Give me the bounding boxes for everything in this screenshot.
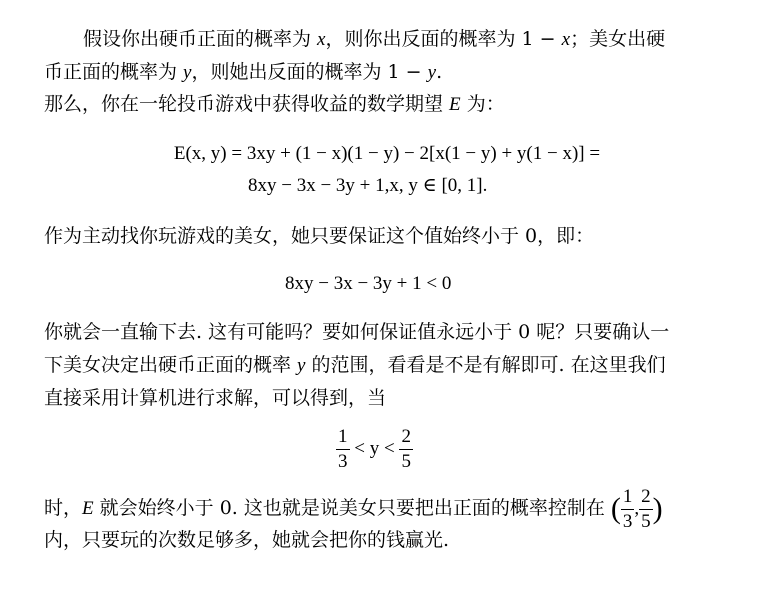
- variable-y: y: [297, 355, 306, 376]
- text-span: 的范围，看看是不是有解即可. 在这里我们: [305, 354, 666, 376]
- equation-expectation-line-2: [248, 174, 487, 198]
- text-span: ，则她出反面的概率为 1 −: [191, 61, 428, 83]
- numerator: 2: [639, 487, 653, 510]
- paragraph-5-line-1: [44, 484, 663, 533]
- text-span: 就会始终小于 0. 这也就是说美女只要把出正面的概率控制在: [93, 497, 611, 519]
- text-span: 下美女决定出硬币正面的概率: [44, 354, 298, 376]
- fraction-two-fifths: [399, 427, 413, 472]
- equation-expectation-line-1: [0, 142, 774, 166]
- equation-inequality: [285, 272, 451, 296]
- numerator: 1: [336, 427, 350, 450]
- paragraph-1-line-2: [44, 60, 442, 85]
- denominator: 3: [622, 510, 633, 532]
- denominator: 5: [641, 510, 651, 532]
- text-span: 为：: [460, 93, 505, 115]
- variable-y: y: [427, 62, 437, 83]
- variable-x: x: [317, 29, 326, 50]
- inequality-text: < y <: [349, 438, 400, 459]
- fraction-one-third: [336, 427, 350, 472]
- left-paren: (: [610, 492, 621, 525]
- text-span: 直接采用计算机进行求解，可以得到，当: [44, 387, 387, 409]
- paragraph-4-line-2: [44, 353, 666, 378]
- text-span: 内，只要玩的次数足够多，她就会把你的钱赢光.: [44, 529, 450, 551]
- paragraph-3: [44, 224, 594, 248]
- variable-E: E: [449, 94, 461, 115]
- paragraph-4-line-1: [44, 320, 669, 344]
- text-span: 币正面的概率为: [44, 61, 184, 83]
- text-span: .: [436, 61, 443, 83]
- text-span: 时，: [44, 497, 83, 519]
- variable-x: x: [561, 29, 571, 50]
- variable-E: E: [82, 498, 94, 519]
- denominator: 5: [401, 450, 411, 472]
- comma: ,: [634, 498, 640, 519]
- denominator: 3: [338, 450, 348, 472]
- equation-text: 8xy − 3x − 3y + 1 < 0: [285, 273, 452, 294]
- paragraph-5-line-2: [44, 528, 449, 552]
- equation-range: [336, 424, 413, 473]
- text-span: 作为主动找你玩游戏的美女，她只要保证这个值始终小于 0，即：: [44, 225, 595, 247]
- paragraph-1-line-1: [83, 27, 665, 52]
- equation-text: 8xy − 3x − 3y + 1,x, y ∈ [0, 1].: [248, 175, 488, 196]
- paragraph-2: [44, 92, 505, 117]
- text-span: ，则你出反面的概率为 1 −: [325, 28, 562, 50]
- text-span: 假设你出硬币正面的概率为: [83, 28, 318, 50]
- equation-text: E(x, y) = 3xy + (1 − x)(1 − y) − 2[x(1 − y) + y(1 − x)] =: [173, 143, 601, 164]
- text-span: 那么，你在一轮投币游戏中获得收益的数学期望: [44, 93, 450, 115]
- right-paren: ): [652, 492, 663, 525]
- fraction-two-fifths: [639, 487, 653, 532]
- variable-y: y: [183, 62, 192, 83]
- text-span: ；美女出硬: [570, 28, 666, 50]
- numerator: 1: [621, 487, 635, 510]
- text-span: 你就会一直输下去. 这有可能吗？要如何保证值永远小于 0 呢？只要确认一: [44, 321, 670, 343]
- paragraph-4-line-3: [44, 386, 386, 410]
- fraction-one-third: [621, 487, 635, 532]
- numerator: 2: [399, 427, 413, 450]
